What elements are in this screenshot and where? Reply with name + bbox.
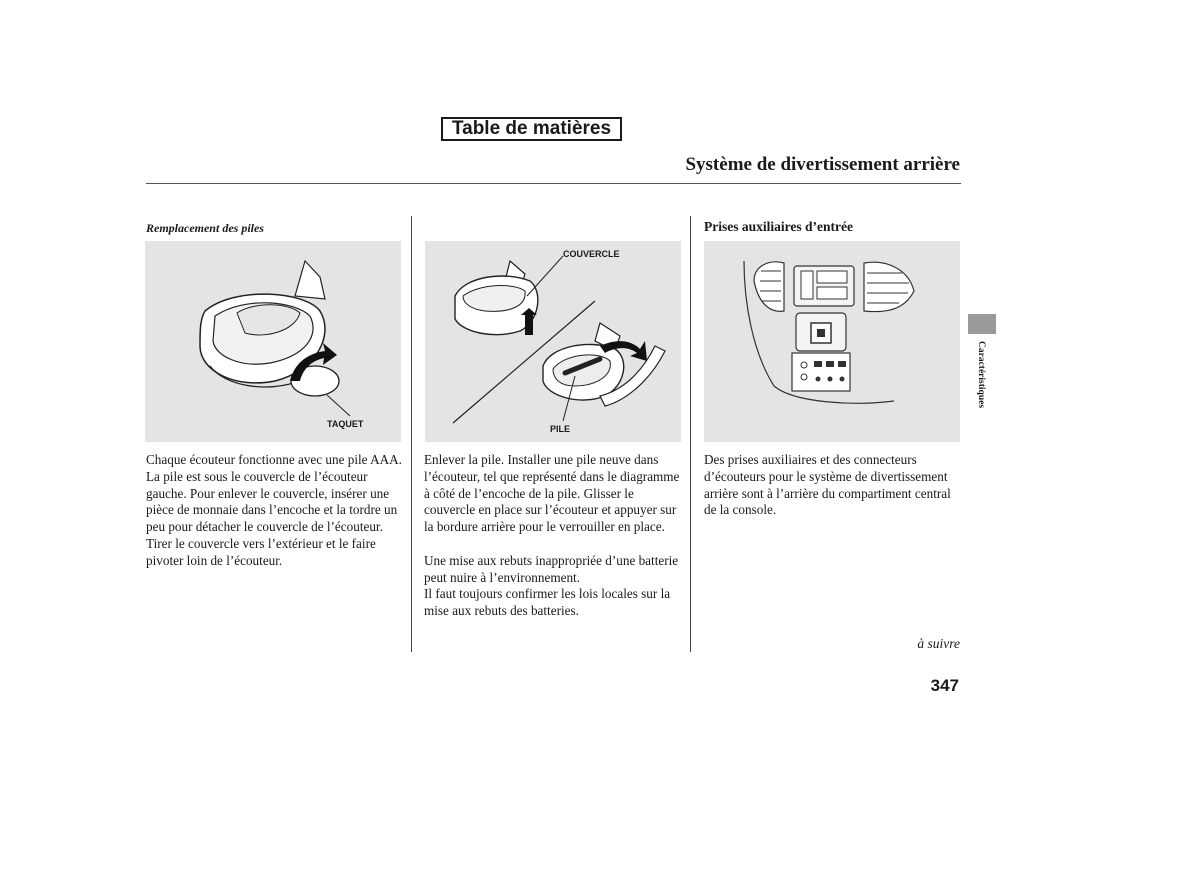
battery-replacement-heading: Remplacement des piles: [146, 221, 264, 235]
column-divider: [411, 216, 412, 652]
page-number: 347: [930, 676, 959, 695]
battery-install-text: Enlever la pile. Installer une pile neuve dans l’écouteur, tel que représenté dans le diagramme à côté de l’encoche de la pile. Glisser le couvercle en place sur l’écouteur et appuyer sur la bordure arrière pour le verrouiller en place. Une mise aux rebuts inappropriée d’une batterie peut nuire à l’environnement. Il faut toujours confirmer les lois locales sur la mise aux rebuts des batteries.: [424, 452, 680, 619]
table-of-contents-button[interactable]: Table de matières: [441, 117, 622, 141]
auxiliary-inputs-heading: Prises auxiliaires d’entrée: [704, 219, 853, 234]
battery-replacement-text: Chaque écouteur fonctionne avec une pile AAA. La pile est sous le couvercle de l’écouteur gauche. Pour enlever le couvercle, insérer une pièce de monnaie dans l’encoche et la tordre un peu pour détacher le couvercle de l’écouteur. Tirer le couvercle vers l’extérieur et le faire pivoter loin de l’écouteur.: [146, 452, 402, 568]
console-jacks-illustration: [704, 241, 960, 442]
header-divider: [146, 183, 961, 184]
column-divider: [690, 216, 691, 652]
chapter-label: Caractéristiques: [976, 341, 986, 409]
tab-label: TAQUET: [327, 419, 364, 429]
continued-label: à suivre: [917, 636, 960, 651]
battery-label: PILE: [550, 424, 571, 434]
chapter-tab: [968, 314, 996, 334]
cover-label: COUVERCLE: [563, 249, 620, 259]
auxiliary-inputs-text: Des prises auxiliaires et des connecteurs d’écouteurs pour le système de divertissement arrière sont à l’arrière du compartiment central de la console.: [704, 452, 951, 518]
section-title: Système de divertissement arrière: [685, 154, 960, 175]
battery-cover-illustration: [425, 241, 681, 442]
headphone-tab-illustration: [145, 241, 401, 442]
